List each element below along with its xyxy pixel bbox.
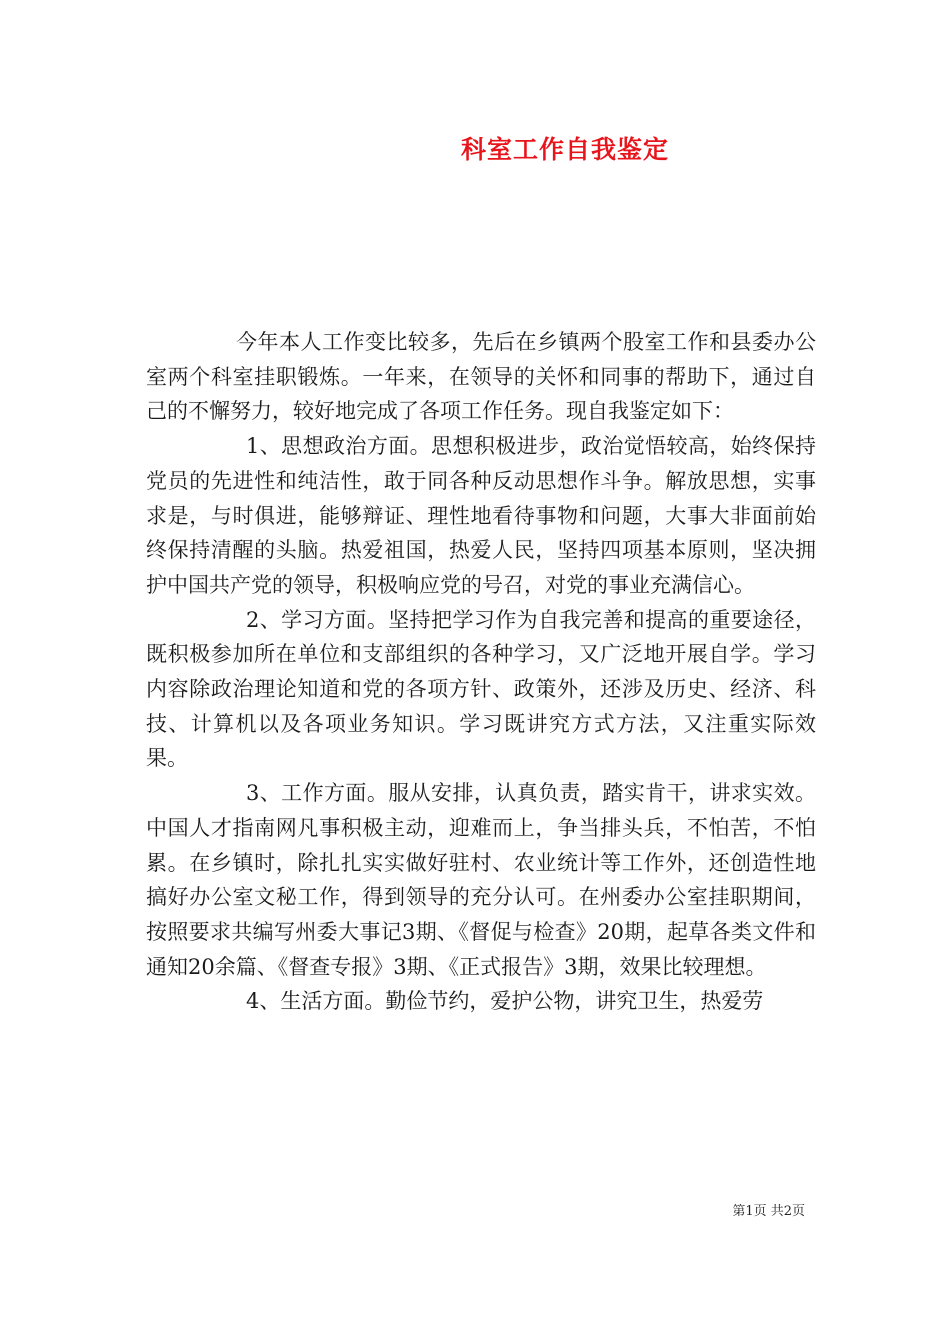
paragraph-political: 1、思想政治方面。思想积极进步，政治觉悟较高，始终保持党员的先进性和纯洁性，敢于同各种反动思想作斗争。解放思想，实事求是，与时俱进，能够辩证、理性地看待事物和问题，大事大非面前始终保持清醒的头脑。热爱祖国，热爱人民，坚持四项基本原则，坚决拥护中国共产党的领导，积极响应党的号召，对党的事业充满信心。 [146, 434, 816, 597]
paragraph-intro: 今年本人工作变比较多，先后在乡镇两个股室工作和县委办公室两个科室挂职锻炼。一年来，在领导的关怀和同事的帮助下，通过自己的不懈努力，较好地完成了各项工作任务。现自我鉴定如下： [146, 330, 816, 424]
paragraph-life: 4、生活方面。勤俭节约，爱护公物，讲究卫生，热爱劳 [246, 989, 764, 1014]
document-title: 科室工作自我鉴定 [460, 135, 669, 164]
document-body [146, 325, 816, 1019]
paragraph-study: 2、学习方面。坚持把学习作为自我完善和提高的重要途径，既积极参加所在单位和支部组织的各种学习，又广泛地开展自学。学习内容除政治理论知道和党的各项方针、政策外，还涉及历史、经济、科技、计算机以及各项业务知识。学习既讲究方式方法，又注重实际效果。 [146, 607, 816, 771]
paragraph-work: 3、工作方面。服从安排，认真负责，踏实肯干，讲求实效。中国人才指南网凡事积极主动，迎难而上，争当排头兵，不怕苦，不怕累。在乡镇时，除扎扎实实做好驻村、农业统计等工作外，还创造性地搞好办公室文秘工作，得到领导的充分认可。在州委办公室挂职期间，按照要求共编写州委大事记3期、《督促与检查》20期，起草各类文件和通知20余篇、《督查专报》3期、《正式报告》3期，效果比较理想。 [146, 781, 816, 979]
page-number: 第1页 共2页 [732, 1204, 805, 1219]
